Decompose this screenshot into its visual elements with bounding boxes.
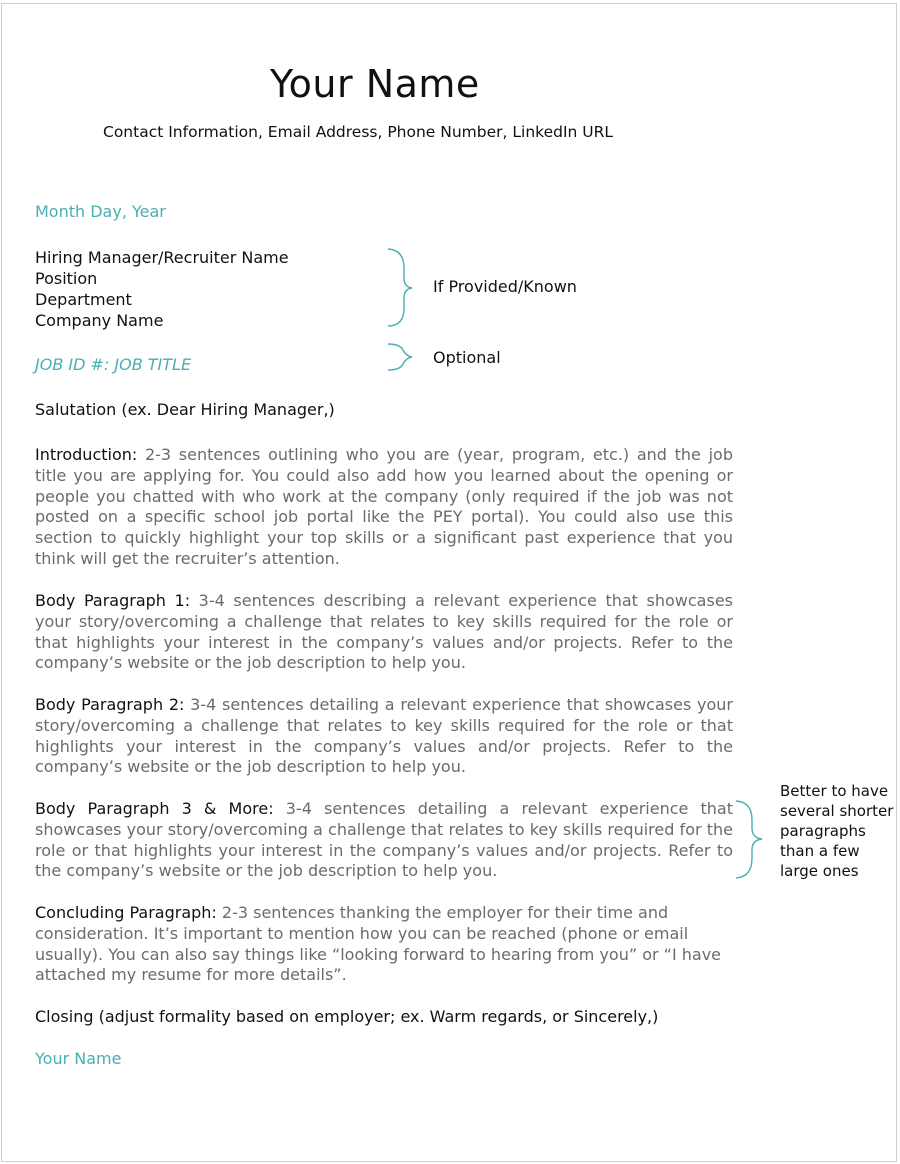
- job-brace: [386, 343, 426, 373]
- recipient-block: [35, 247, 289, 331]
- body3-text: 3-4 sentences detailing a relevant experience that showcases your story/overcoming a challenge that relates to key skills required for the role or that highlights your interest in the company’s values and/or projects. Refer to the company’s website or the job description to help you.: [35, 799, 733, 881]
- closing-line: Closing (adjust formality based on employer; ex. Warm regards, or Sincerely,): [35, 1007, 659, 1026]
- recipient-department: Department: [35, 290, 132, 309]
- concluding-lead: Concluding Paragraph:: [35, 903, 217, 922]
- intro-paragraph: [35, 445, 733, 570]
- contact-line: Contact Information, Email Address, Phone Number, LinkedIn URL: [103, 123, 614, 141]
- job-note: Optional: [433, 348, 501, 367]
- intro-lead: Introduction:: [35, 445, 138, 464]
- intro-text: 2-3 sentences outlining who you are (year, program, etc.) and the job title you are applying for. You could also add how you learned about the opening or people you chatted with who work at the company (only required if the job was not posted on a specific school job portal like the PEY portal). You could also use this section to quickly highlight your top skills or a significant past experience that you think will get the recruiter’s attention.: [35, 445, 733, 568]
- recipient-note: If Provided/Known: [433, 277, 577, 296]
- applicant-name: Your Name: [270, 62, 480, 106]
- body2-text: 3-4 sentences detailing a relevant experience that showcases your story/overcoming a challenge that relates to key skills required for the role or that highlights your interest in the company’s values and/or projects. Refer to the company’s website or the job description to help you.: [35, 695, 734, 777]
- job-id-title: JOB ID #: JOB TITLE: [35, 355, 192, 374]
- body-paragraph-2: [35, 695, 733, 778]
- salutation: Salutation (ex. Dear Hiring Manager,): [35, 400, 335, 419]
- body-paragraph-3: [35, 799, 733, 882]
- body-brace: [734, 800, 780, 880]
- letter-date: Month Day, Year: [35, 202, 166, 221]
- signature-name: Your Name: [35, 1049, 122, 1068]
- letter-page: [1, 3, 897, 1162]
- body-side-note: Better to have several shorter paragraphs than a few large ones: [780, 782, 894, 880]
- body1-text: 3-4 sentences describing a relevant experience that showcases your story/overcoming a challenge that relates to key skills required for the role or that highlights your interest in the company’s values and/or projects. Refer to the company’s website or the job description to help you.: [35, 591, 734, 673]
- body2-lead: Body Paragraph 2:: [35, 695, 185, 714]
- recipient-name: Hiring Manager/Recruiter Name: [35, 248, 289, 267]
- body-paragraph-1: [35, 591, 733, 674]
- concluding-paragraph: [35, 903, 735, 986]
- body1-lead: Body Paragraph 1:: [35, 591, 191, 610]
- recipient-brace: [386, 248, 426, 328]
- body3-lead: Body Paragraph 3 & More:: [35, 799, 274, 818]
- concluding-text: 2-3 sentences thanking the employer for their time and consideration. It’s important to mention how you can be reached (phone or email usually). You can also say things like “looking forward to hearing from you” or “I have attached my resume for more details”.: [35, 903, 722, 985]
- recipient-company: Company Name: [35, 311, 164, 330]
- recipient-position: Position: [35, 269, 98, 288]
